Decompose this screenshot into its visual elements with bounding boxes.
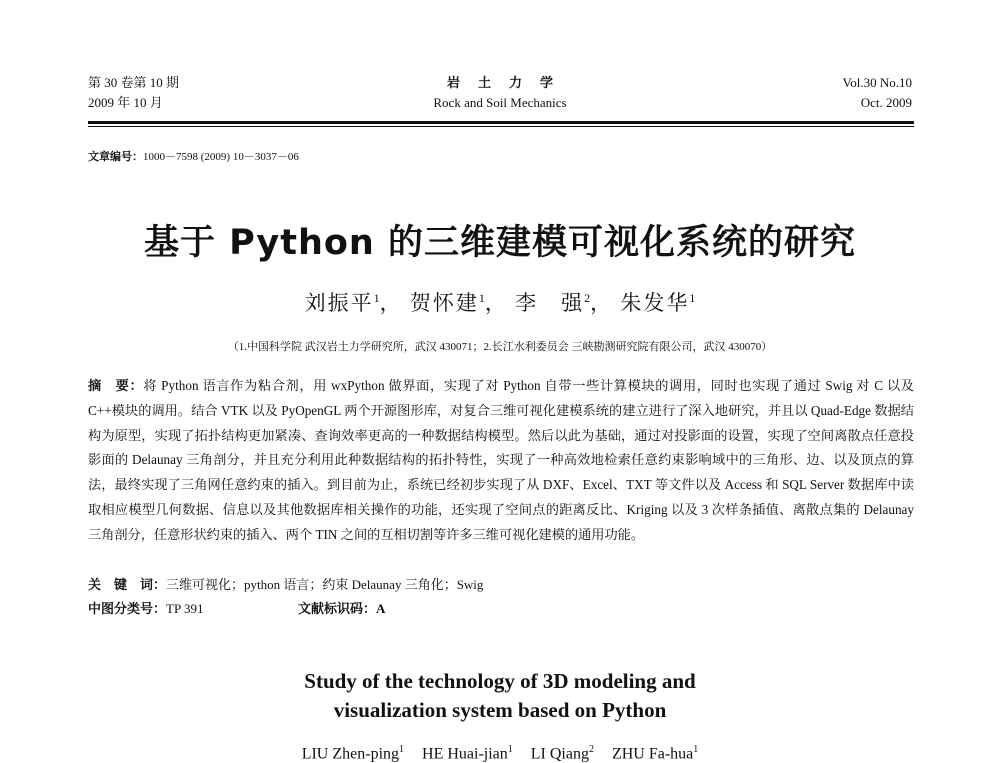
journal-name-en: Rock and Soil Mechanics [433, 95, 567, 110]
header-rule-thin [88, 126, 914, 127]
author-name-en: ZHU Fa-hua [611, 745, 694, 763]
paper-title-en-line2: visualization system based on Python [333, 698, 667, 722]
keywords-text: 三维可视化；python 语言；约束 Delaunay 三角化；Swig [166, 577, 484, 592]
issue-volume-en: Vol.30 No.10 [842, 75, 912, 90]
author-affiliation-mark: 1 [478, 291, 485, 305]
author-name-en: LI Qiang [530, 745, 589, 763]
article-number [88, 148, 299, 164]
author-affiliation-mark: 2 [588, 744, 594, 755]
issue-volume: 第 30 卷第 10 期 [88, 75, 180, 90]
document-code-label: 文献标识码： [298, 601, 377, 616]
article-number-value: 1000－7598 (2009) 10－3037－06 [143, 151, 299, 163]
author-name: 李 强 [515, 291, 585, 315]
paper-title-en-line1: Study of the technology of 3D modeling and [304, 669, 696, 693]
author-name: 刘振平 [304, 291, 374, 315]
author-affiliation-mark: 1 [373, 291, 380, 305]
classification-value: TP 391 [166, 601, 204, 616]
issue-date-cn: 2009 年 10 月 [88, 95, 163, 110]
author-affiliation-mark: 2 [584, 291, 591, 305]
paper-title-cn: 基于 Python 的三维建模可视化系统的研究 [143, 223, 857, 263]
header-rule-thick [88, 121, 914, 124]
author-name-en: HE Huai-jian [422, 745, 508, 763]
author-affiliation-mark: 1 [693, 744, 699, 755]
author-affiliation-mark: 1 [689, 291, 696, 305]
abstract-text: 将 Python 语言作为粘合剂，用 wxPython 做界面，实现了对 Python 自带一些计算模块的调用，同时也实现了通过 Swig 对 C 以及 C++模块的调用。结合 VTK 以及 PyOpenGL 两个开源图形库，对复合三维可视化建模系统的建立进行了深入地研究，并且以 Quad-Edge 数据结构为原型，实现了拓扑结构更加紧凑、查询效率更高的一种数据结构模型。然后以此为基础，通过对投影面的设置，实现了空间离散点任意投影面的 Delaunay 三角剖分，并且充分利用此种数据结构的拓扑特性，实现了一种高效地检索任意约束影响域中的三角形、边、以及顶点的算法，最终实现了三角网任意约束的插入。到目前为止，系统已经初步实现了从 DXF、Excel、TXT 等文件以及 Access 和 SQL Server 数据库中读取相应模型几何数据、信息以及其他数据库相关操作的功能，还实现了空间点的距离反比、Kriging 以及 3 次样条插值、离散点集的 Delaunay 三角剖分，任意形状约束的插入、两个 TIN 之间的互相切割等许多三维可视化建模的通用功能。 [88, 378, 914, 542]
keywords-label: 关 键 词： [88, 577, 167, 592]
abstract [88, 374, 914, 548]
author-affiliation-mark: 1 [507, 744, 513, 755]
author-list-en [0, 744, 1000, 763]
journal-issue-en [843, 73, 912, 113]
journal-name-cn: 岩土力学 [446, 75, 571, 90]
classification-label: 中图分类号： [88, 601, 167, 616]
affiliation-cn: （1.中国科学院 武汉岩土力学研究所，武汉 430071；2.长江水利委员会 三峡勘测研究院有限公司，武汉 430070） [227, 341, 773, 353]
article-number-label: 文章编号： [88, 151, 143, 163]
keywords [88, 574, 483, 593]
abstract-label: 摘 要： [88, 378, 144, 393]
author-name: 朱发华 [620, 291, 690, 315]
classification-row [88, 598, 914, 617]
author-list-cn: 刘振平$^1$， 贺怀建$^1$， 李 强$^2$， 朱发华$^1$ [304, 291, 696, 315]
author-affiliation-mark: 1 [399, 744, 405, 755]
author-name-en: LIU Zhen-ping [301, 745, 400, 763]
document-code [298, 598, 385, 617]
issue-date-en: Oct. 2009 [860, 95, 912, 110]
author-name: 贺怀建 [409, 291, 479, 315]
document-code-value: A [376, 601, 386, 616]
paper-title-en [0, 667, 1000, 725]
